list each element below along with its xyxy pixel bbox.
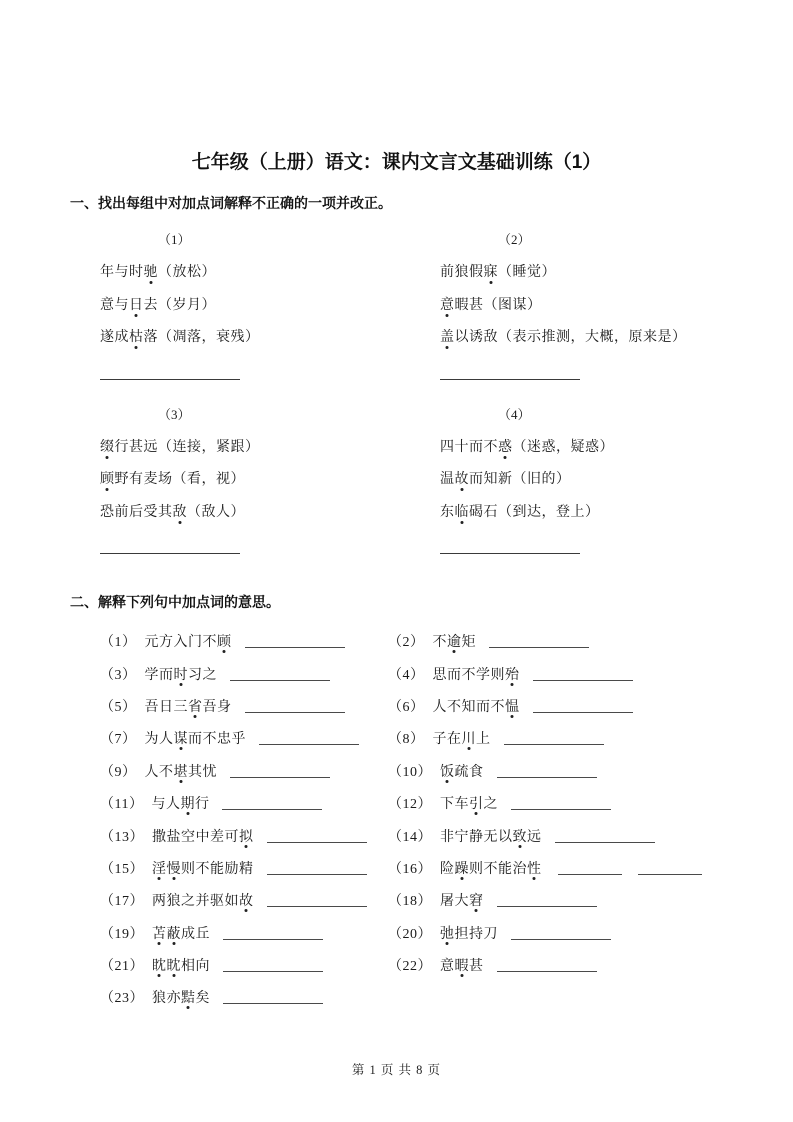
definition-item	[100, 657, 388, 689]
phrase-with-gloss: 前 狼 假 寐 （ 睡 觉 ）	[440, 255, 723, 288]
item-number: （12）	[388, 797, 432, 813]
item-number: （8）	[388, 732, 425, 748]
emphasized-char: 意	[440, 294, 455, 314]
emphasized-char: 省	[188, 699, 203, 715]
emphasized-char: 躁	[454, 861, 469, 877]
phrase: 弛担持刀	[440, 926, 498, 942]
answer-line	[440, 553, 580, 554]
answer-blank	[230, 764, 330, 778]
definition-item	[100, 787, 388, 819]
question-group	[100, 400, 440, 555]
emphasized-char: 惑	[498, 436, 513, 456]
emphasized-char: 期	[180, 797, 195, 813]
answer-blank	[533, 699, 633, 713]
section1-heading: 一、找出每组中对加点词解释不正确的一项并改正。	[70, 195, 392, 211]
emphasized-char: 性	[527, 861, 542, 877]
group-label: （1）	[158, 232, 191, 247]
phrase: 人不堪其忧	[144, 764, 217, 780]
page-title: 七年级（上册）语文：课内文言文基础训练（1）	[191, 152, 602, 173]
item-number: （22）	[388, 959, 432, 975]
item-number: （1）	[100, 635, 137, 651]
emphasized-char: 缀	[100, 436, 115, 456]
answer-blank	[504, 731, 604, 745]
item-number: （11）	[100, 797, 144, 813]
answer-blank	[511, 926, 611, 940]
answer-blank	[555, 829, 655, 843]
item-number: （6）	[388, 699, 425, 715]
emphasized-char: 枯	[129, 326, 144, 346]
phrase-with-gloss: 年 与 时 驰 （ 放 松 ）	[100, 255, 440, 288]
definition-item	[388, 625, 723, 657]
phrase-with-gloss: 顾 野 有 麦 场 （ 看 ， 视 ）	[100, 462, 440, 495]
emphasized-char: 谋	[173, 732, 188, 748]
item-number: （15）	[100, 861, 144, 877]
definition-item	[100, 949, 388, 981]
item-number: （7）	[100, 732, 137, 748]
phrase-with-gloss: 东 临 碣 石 （ 到 达 ， 登 上 ）	[440, 495, 723, 528]
item-number: （19）	[100, 926, 144, 942]
emphasized-char: 殆	[505, 667, 520, 683]
phrase-with-gloss: 盖 以 诱 敌 （ 表 示 推 测 ， 大 概 ， 原 来 是 ）	[440, 320, 723, 353]
group-label: （2）	[498, 232, 531, 247]
answer-blank	[223, 958, 323, 972]
definition-item	[388, 949, 723, 981]
phrase-with-gloss: 四 十 而 不 惑 （ 迷 惑 ， 疑 惑 ）	[440, 430, 723, 463]
emphasized-char: 逾	[447, 635, 462, 651]
definition-item	[100, 852, 388, 884]
item-number: （2）	[388, 635, 425, 651]
answer-blank	[267, 861, 367, 875]
answer-blank	[245, 699, 345, 713]
phrase-with-gloss: 恐 前 后 受 其 敌 （ 敌 人 ）	[100, 495, 440, 528]
emphasized-char: 引	[469, 797, 484, 813]
definition-item	[100, 625, 388, 657]
definition-item	[388, 690, 723, 722]
definition-item	[100, 755, 388, 787]
phrase: 两狼之并驱如故	[152, 894, 254, 910]
definition-item	[388, 884, 723, 916]
emphasized-char: 淫	[152, 861, 167, 877]
emphasized-char: 暇	[454, 959, 469, 975]
definition-item	[388, 722, 723, 754]
phrase: 子在川上	[432, 732, 491, 748]
answer-blank	[533, 667, 633, 681]
phrase: 苫蔽成丘	[152, 926, 210, 942]
section2-items	[100, 625, 723, 1014]
definition-item	[388, 787, 723, 819]
phrase: 狼亦黠矣	[152, 991, 210, 1007]
emphasized-char: 日	[129, 294, 144, 314]
phrase: 饭疏食	[440, 764, 484, 780]
phrase: 屠大窘	[440, 894, 484, 910]
emphasized-char: 饭	[440, 764, 455, 780]
emphasized-char: 寐	[484, 261, 499, 281]
emphasized-char: 黠	[181, 991, 196, 1007]
item-number: （20）	[388, 926, 432, 942]
answer-blank	[558, 861, 622, 875]
phrase: 下车引之	[440, 797, 498, 813]
answer-line	[100, 553, 240, 554]
item-number: （17）	[100, 894, 144, 910]
emphasized-char: 顾	[100, 468, 115, 488]
emphasized-char: 眈	[166, 959, 181, 975]
item-number: （23）	[100, 991, 144, 1007]
definition-item	[388, 755, 723, 787]
emphasized-char: 堪	[173, 764, 188, 780]
emphasized-char: 驰	[144, 261, 159, 281]
emphasized-char: 苫	[152, 926, 167, 942]
page-footer: 第 1 页 共 8 页	[351, 1063, 442, 1077]
emphasized-char: 致	[512, 829, 527, 845]
item-number: （9）	[100, 764, 137, 780]
answer-blank	[497, 893, 597, 907]
phrase: 与人期行	[151, 797, 210, 813]
emphasized-char: 顾	[217, 635, 232, 651]
definition-item	[100, 917, 388, 949]
answer-blank	[259, 731, 359, 745]
definition-item	[100, 819, 388, 851]
item-number: （5）	[100, 699, 137, 715]
definition-item	[100, 981, 388, 1013]
answer-blank	[230, 667, 330, 681]
emphasized-char: 故	[455, 468, 470, 488]
definition-item	[388, 917, 723, 949]
phrase: 不逾矩	[432, 635, 476, 651]
phrase: 眈眈相向	[152, 959, 210, 975]
phrase: 撒盐空中差可拟	[152, 829, 254, 845]
item-number: （4）	[388, 667, 425, 683]
phrase: 吾日三省吾身	[144, 699, 232, 715]
answer-blank	[638, 861, 702, 875]
item-number: （10）	[388, 764, 432, 780]
answer-line	[100, 379, 240, 380]
definition-item	[100, 722, 388, 754]
phrase: 意暇甚	[440, 959, 484, 975]
phrase-with-gloss: 意 暇 甚 （ 图 谋 ）	[440, 288, 723, 321]
question-group	[100, 225, 440, 380]
emphasized-char: 蔽	[166, 926, 181, 942]
phrase-with-gloss: 缀 行 甚 远 （ 连 接 ， 紧 跟 ）	[100, 430, 440, 463]
answer-blank	[489, 634, 589, 648]
answer-line	[440, 379, 580, 380]
emphasized-char: 眈	[152, 959, 167, 975]
phrase-with-gloss: 意 与 日 去 （ 岁 月 ）	[100, 288, 440, 321]
phrase: 学而时习之	[144, 667, 217, 683]
phrase: 为人谋而不忠乎	[144, 732, 246, 748]
emphasized-char: 故	[239, 894, 254, 910]
group-label: （3）	[158, 406, 191, 422]
definition-item	[100, 884, 388, 916]
answer-blank	[267, 893, 367, 907]
answer-blank	[497, 958, 597, 972]
answer-blank	[511, 796, 611, 810]
emphasized-char: 拟	[239, 829, 254, 845]
definition-item	[388, 852, 723, 884]
phrase: 人不知而不愠	[432, 699, 520, 715]
item-number: （14）	[388, 829, 432, 845]
emphasized-char: 时	[173, 667, 188, 683]
phrase-with-gloss: 遂 成 枯 落 （ 凋 落 ， 衰 残 ）	[100, 320, 440, 353]
phrase: 险躁则不能治性	[440, 861, 542, 877]
emphasized-char: 敌	[173, 501, 188, 521]
answer-blank	[267, 829, 367, 843]
definition-item	[388, 657, 723, 689]
question-group	[440, 225, 723, 380]
section1-groups	[100, 225, 723, 554]
group-label: （4）	[498, 406, 531, 422]
emphasized-char: 愠	[505, 699, 520, 715]
phrase: 非宁静无以致远	[440, 829, 542, 845]
item-number: （21）	[100, 959, 144, 975]
emphasized-char: 窘	[469, 894, 484, 910]
phrase: 思而不学则殆	[432, 667, 520, 683]
emphasized-char: 盖	[440, 326, 455, 346]
question-group	[440, 400, 723, 555]
answer-blank	[497, 764, 597, 778]
item-number: （3）	[100, 667, 137, 683]
emphasized-char: 慢	[166, 861, 181, 877]
answer-blank	[245, 634, 345, 648]
answer-blank	[223, 926, 323, 940]
phrase: 淫慢则不能励精	[152, 861, 254, 877]
answer-blank	[222, 796, 322, 810]
phrase: 元方入门不顾	[144, 635, 232, 651]
answer-blank	[223, 990, 323, 1004]
phrase-with-gloss: 温 故 而 知 新 （ 旧 的 ）	[440, 462, 723, 495]
emphasized-char: 临	[455, 501, 470, 521]
emphasized-char: 川	[461, 732, 476, 748]
item-number: （18）	[388, 894, 432, 910]
section2-heading: 二、解释下列句中加点词的意思。	[70, 594, 280, 610]
item-number: （13）	[100, 829, 144, 845]
definition-item	[388, 819, 723, 851]
definition-item	[100, 690, 388, 722]
item-number: （16）	[388, 861, 432, 877]
emphasized-char: 弛	[440, 926, 455, 942]
